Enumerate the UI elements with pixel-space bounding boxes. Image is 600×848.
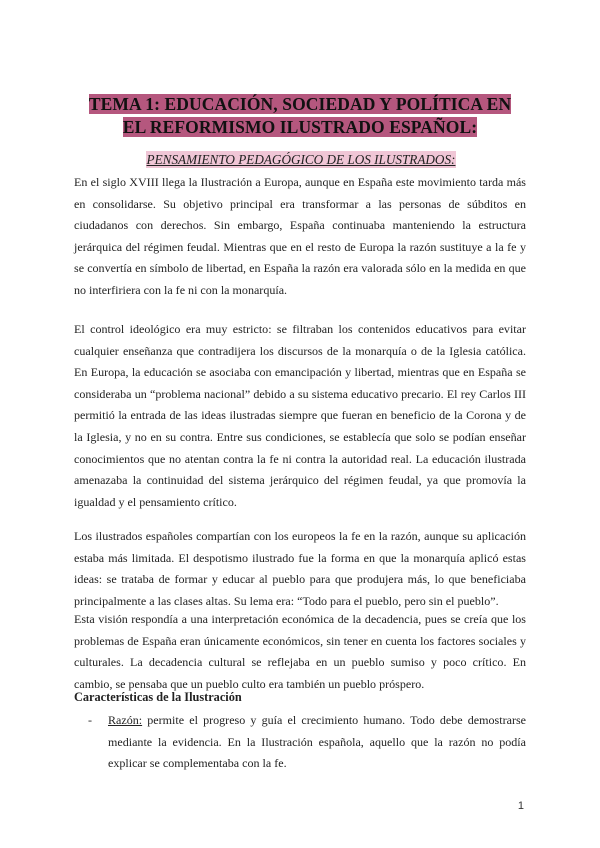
- title-line-2: EL REFORMISMO ILUSTRADO ESPAÑOL:: [122, 117, 478, 137]
- list-item-term: Razón:: [108, 713, 143, 727]
- list-item-description: permite el progreso y guía el crecimiento humano. Todo debe demostrarse mediante la evidencia. En la Ilustración española, aquello que la razón no podía explicar se complementaba con la fe.: [108, 713, 526, 771]
- section-heading: Características de la Ilustración: [74, 690, 242, 704]
- paragraph-1: En el siglo XVIII llega la Ilustración a Europa, aunque en España este movimiento tarda más en consolidarse. Su objetivo principal era transformar a las personas de súbditos en ciudadanos con derechos. Sin embargo, España continuaba manteniendo la estructura jerárquica del régimen feudal. Mientras que en el resto de Europa la razón sustituye a la fe y se convertía en símbolo de libertad, en España la razón era valorada sólo en la medida en que no interfiriera con la fe ni con la monarquía.: [74, 175, 526, 297]
- list-item-text: [108, 710, 526, 775]
- paragraph-4: Esta visión respondía a una interpretación económica de la decadencia, pues se creía que los problemas de España eran únicamente económicos, sin tener en cuenta los factores sociales y culturales. La decadencia cultural se reflejaba en un pueblo sumiso y poco crítico. En cambio, se pensaba que un pueblo culto era también un pueblo próspero.: [74, 612, 526, 691]
- document-title: [82, 93, 518, 139]
- subtitle-text: PENSAMIENTO PEDAGÓGICO DE LOS ILUSTRADOS:: [146, 152, 456, 167]
- list-bullet: -: [88, 713, 93, 727]
- list-item: [88, 710, 526, 775]
- paragraph-3: Los ilustrados españoles compartían con los europeos la fe en la razón, aunque su aplicación estaba más limitada. El despotismo ilustrado fue la forma en que la monarquía aplicó estas ideas: se trataba de formar y educar al pueblo para que produjera más, lo que beneficiaba principalmente a las clases altas. Su lema era: “Todo para el pueblo, pero sin el pueblo”.: [74, 529, 526, 608]
- section-subtitle: [137, 151, 465, 169]
- page-number: 1: [517, 800, 524, 812]
- title-line-1: TEMA 1: EDUCACIÓN, SOCIEDAD Y POLÍTICA EN: [88, 94, 512, 114]
- paragraph-2: El control ideológico era muy estricto: se filtraban los contenidos educativos para evitar cualquier enseñanza que contradijera los discursos de la monarquía o de la Iglesia católica. En Europa, la educación se asociaba con emancipación y libertad, mientras que en España se consideraba un “problema nacional” debido a su sistema educativo precario. El rey Carlos III permitió la entrada de las ideas ilustradas siempre que fueran en beneficio de la Corona y de la Iglesia, y no en su contra. Entre sus condiciones, se establecía que solo se podían enseñar conocimientos que no atentan contra la fe ni contra la autoridad real. La educación ilustrada amenazaba la continuidad del sistema jerárquico del régimen feudal, ya que promovía la igualdad y el pensamiento crítico.: [74, 322, 526, 509]
